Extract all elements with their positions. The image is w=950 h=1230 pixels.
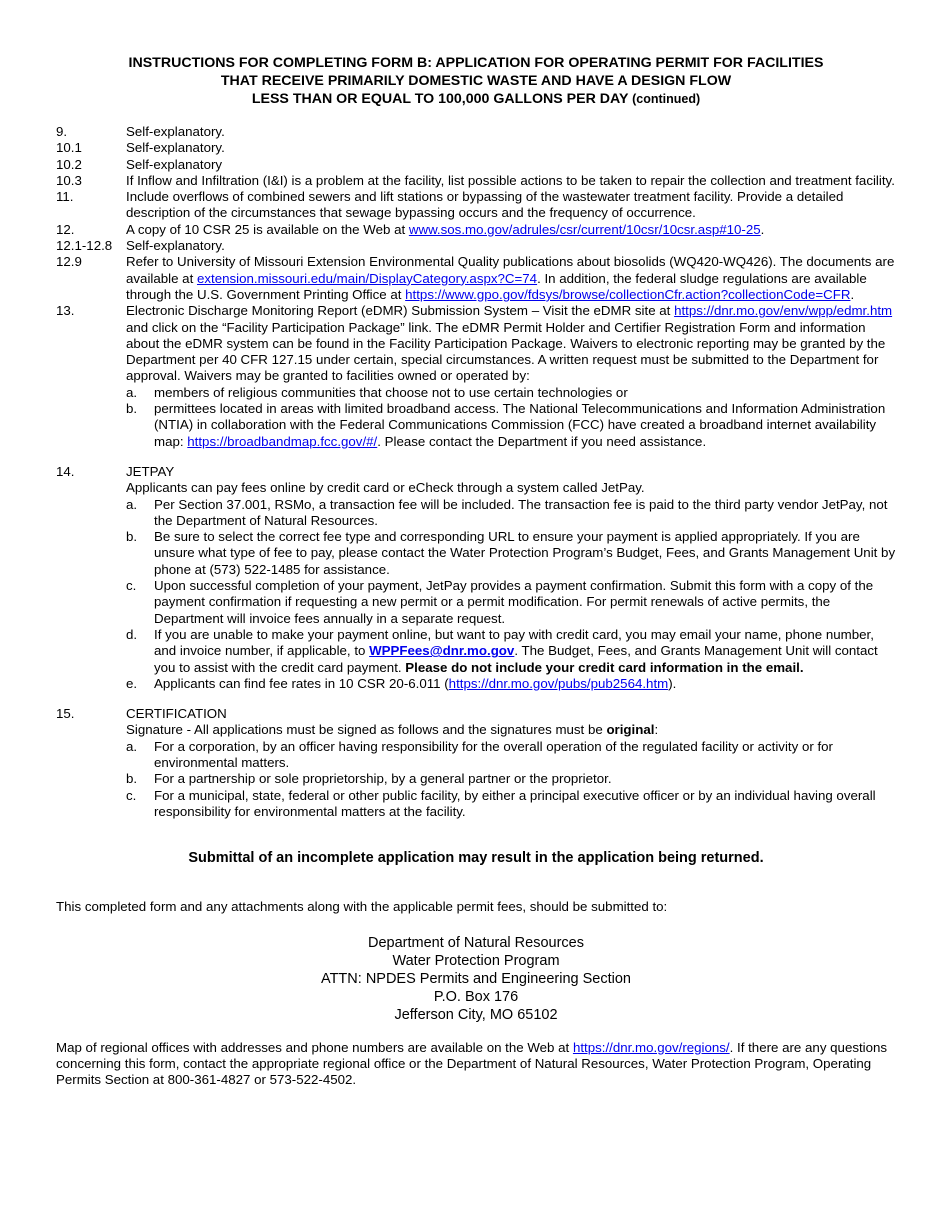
sub-letter: b.: [126, 771, 138, 787]
address-line-3: ATTN: NPDES Permits and Engineering Section: [320, 970, 631, 987]
gpo-cfr-link[interactable]: https://www.gpo.gov/fdsys/browse/collectionCfr.action?collectionCode=CFR: [405, 286, 851, 302]
item-14-d: [126, 627, 896, 676]
mailing-address: [56, 934, 896, 1024]
item-number: 10.1: [56, 140, 82, 156]
item-15-c: [126, 788, 896, 821]
item-10-1: [56, 140, 896, 156]
sub-text: For a partnership or sole proprietorship, by a general partner or the proprietor.: [154, 771, 612, 787]
item-14-intro: Applicants can pay fees online by credit card or eCheck through a system called JetPay.: [126, 480, 645, 496]
item-14-a: [126, 497, 896, 530]
item-13-b-text-a: permittees located in areas with limited broadband access. The National Telecommunications and Information Administration (NTIA) in collaboration with the Federal Communications Commission (FCC) have created a broadband internet availability map:: [154, 401, 886, 449]
item-text: Self-explanatory: [126, 156, 223, 172]
document-title: [56, 54, 896, 108]
extension-link[interactable]: extension.missouri.edu/main/DisplayCategory.aspx?C=74: [196, 270, 538, 286]
item-13-b: [126, 401, 896, 450]
address-line-4: P.O. Box 176: [433, 988, 519, 1005]
sub-letter: a.: [126, 738, 138, 754]
edmr-link[interactable]: https://dnr.mo.gov/env/wpp/edmr.htm: [674, 303, 893, 319]
item-text: [126, 464, 896, 692]
item-text: Self-explanatory.: [126, 140, 225, 156]
sub-letter: d.: [126, 626, 138, 642]
item-10-2: [56, 157, 896, 173]
item-number: 12.: [56, 221, 75, 237]
item-12-9-text-b: . In addition, the federal sludge regulations are available through the U.S. Government Printing Office at: [126, 270, 867, 302]
item-text: [126, 222, 896, 238]
item-number: 12.9: [56, 254, 82, 270]
sub-letter: a.: [126, 384, 138, 400]
item-14: [56, 464, 896, 692]
item-12-1-12-8: [56, 238, 896, 254]
item-number: 11.: [56, 189, 74, 205]
sub-letter: c.: [126, 578, 137, 594]
item-15-a: [126, 739, 896, 772]
item-text: Self-explanatory.: [126, 238, 225, 254]
incomplete-warning: Submittal of an incomplete application may result in the application being returned.: [188, 850, 764, 867]
item-9: [56, 124, 896, 140]
sub-text: [154, 401, 896, 450]
wppfees-email-link[interactable]: WPPFees@dnr.mo.gov: [369, 643, 515, 659]
address-line-5: Jefferson City, MO 65102: [394, 1006, 558, 1023]
item-text: If Inflow and Infiltration (I&I) is a problem at the facility, list possible actions to be taken to repair the collection and treatment facility.: [126, 172, 895, 188]
credit-card-warning: Please do not include your credit card information in the email.: [405, 659, 804, 675]
sub-letter: c.: [126, 787, 137, 803]
item-15-intro: [126, 722, 896, 738]
item-13-b-text-b: . Please contact the Department if you need assistance.: [377, 433, 707, 449]
item-14-d-text-b: . The Budget, Fees, and Grants Management Unit will contact you to assist with the credit card payment.: [154, 643, 878, 675]
sub-letter: b.: [126, 401, 138, 417]
item-14-c: [126, 578, 896, 627]
item-15-title: CERTIFICATION: [126, 706, 227, 722]
item-text: Include overflows of combined sewers and lift stations or bypassing of the wastewater treatment facility. Provide a detailed description of the circumstances that sewage bypassing occurs and the frequency of occurrence.: [126, 189, 844, 221]
item-14-e: [126, 676, 896, 692]
item-number: 14.: [56, 463, 75, 479]
document-page: [56, 54, 896, 1089]
item-number: 13.: [56, 303, 75, 319]
sub-text: Per Section 37.001, RSMo, a transaction fee will be included. The transaction fee is paid to the third party vendor JetPay, not the Department of Natural Resources.: [154, 496, 888, 528]
item-text: [126, 706, 896, 820]
item-14-title: JETPAY: [126, 463, 175, 479]
item-number: 10.2: [56, 156, 82, 172]
sub-text: [154, 676, 896, 692]
item-12-text-b: .: [760, 221, 765, 237]
sub-text: For a corporation, by an officer having responsibility for the overall operation of the regulated facility or activity or for environmental matters.: [154, 738, 833, 770]
title-line-3-text: LESS THAN OR EQUAL TO 100,000 GALLONS PER DAY: [251, 91, 629, 107]
item-text: Self-explanatory.: [126, 124, 225, 139]
address-line-1: Department of Natural Resources: [368, 934, 584, 951]
item-14-e-text-b: ).: [668, 675, 677, 691]
submission-instructions: This completed form and any attachments along with the applicable permit fees, should be submitted to:: [56, 899, 668, 915]
item-14-d-text-a: If you are unable to make your payment online, but want to pay with credit card, you may email your name, phone number, and invoice number, if applicable, to: [154, 626, 874, 659]
title-line-3: [56, 90, 896, 108]
sub-text: members of religious communities that choose not to use certain technologies or: [154, 384, 628, 400]
item-15-intro-bold: original: [606, 722, 655, 738]
item-14-b: [126, 529, 896, 578]
sub-text: [154, 627, 896, 676]
item-number: 12.1-12.8: [56, 238, 113, 254]
item-15-b: [126, 771, 896, 787]
sub-letter: b.: [126, 529, 138, 545]
sub-text: Be sure to select the correct fee type and corresponding URL to ensure your payment is applied appropriately. If you are unsure what type of fee to pay, please contact the Water Protection Program’s Budget, Fees, and Grants Management Unit by phone at (573) 522-1485 for assistance.: [154, 529, 896, 577]
address-line-2: Water Protection Program: [392, 952, 560, 969]
item-number: 15.: [56, 706, 75, 722]
item-13: [56, 303, 896, 450]
footer-text-b: . If there are any questions concerning this form, contact the appropriate regional office or the Department of Natural Resources, Water Protection Program, Operating Permits Section at 800-361-4827 or 573-522-4502.: [56, 1039, 888, 1088]
item-13-text-a: Electronic Discharge Monitoring Report (eDMR) Submission System – Visit the eDMR site at: [126, 303, 675, 319]
item-number: 9.: [56, 124, 68, 139]
sub-text: For a municipal, state, federal or other public facility, by either a principal executive officer or by an individual having overall responsibility for environmental matters at the facility.: [154, 787, 876, 819]
title-line-1: INSTRUCTIONS FOR COMPLETING FORM B: APPLICATION FOR OPERATING PERMIT FOR FACILITIES: [128, 55, 824, 71]
item-text: [126, 303, 896, 450]
item-number: 10.3: [56, 172, 82, 188]
sub-letter: a.: [126, 496, 138, 512]
spacer: [56, 450, 896, 464]
sub-letter: e.: [126, 675, 138, 691]
item-15-intro-a: Signature - All applications must be signed as follows and the signatures must be: [126, 722, 607, 738]
item-12-9-text-a: Refer to University of Missouri Extension Environmental Quality publications about biosolids (WQ420-WQ426). The documents are available at: [126, 254, 895, 286]
regions-link[interactable]: https://dnr.mo.gov/regions/: [572, 1039, 730, 1055]
sos-csr-link[interactable]: www.sos.mo.gov/adrules/csr/current/10csr/10csr.asp#10-25: [408, 221, 761, 237]
item-13-text-b: and click on the “Facility Participation Package” link. The eDMR Permit Holder and Certifier Registration Form and information about the eDMR system can be found in the Facility Participation Package. Waivers to electronic reporting may be granted by the Department per 40 CFR 127.15 under certain, special circumstances. A written request must be submitted to the Department for approval. Waivers may be granted to facilities owned or operated by:: [126, 319, 886, 384]
item-14-e-text-a: Applicants can find fee rates in 10 CSR 20-6.011 (: [154, 675, 449, 691]
item-12-9: [56, 254, 896, 303]
item-15-intro-b: :: [654, 722, 659, 738]
broadband-map-link[interactable]: https://broadbandmap.fcc.gov/#/: [187, 433, 378, 449]
item-12-9-text-c: .: [850, 286, 855, 302]
item-13-intro: [126, 303, 896, 384]
title-line-2: THAT RECEIVE PRIMARILY DOMESTIC WASTE AND HAVE A DESIGN FLOW: [220, 73, 732, 89]
spacer: [56, 692, 896, 706]
item-15: [56, 706, 896, 820]
item-text: [126, 254, 896, 303]
item-12-text-a: A copy of 10 CSR 25 is available on the Web at: [126, 221, 409, 237]
sub-text: Upon successful completion of your payment, JetPay provides a payment confirmation. Submit this form with a copy of the payment confirmation if requesting a new permit or a permit modification. For permit renewals of active permits, the Department will invoice fees annually in a separate request.: [154, 578, 874, 626]
item-11: [56, 189, 896, 222]
item-12: [56, 222, 896, 238]
title-continued: (continued): [632, 92, 701, 106]
item-13-a: [126, 385, 896, 401]
footer-text-a: Map of regional offices with addresses and phone numbers are available on the Web at: [56, 1039, 573, 1055]
fee-rates-link[interactable]: https://dnr.mo.gov/pubs/pub2564.htm: [448, 675, 669, 691]
item-10-3: [56, 173, 896, 189]
regional-offices-note: [56, 1040, 896, 1089]
